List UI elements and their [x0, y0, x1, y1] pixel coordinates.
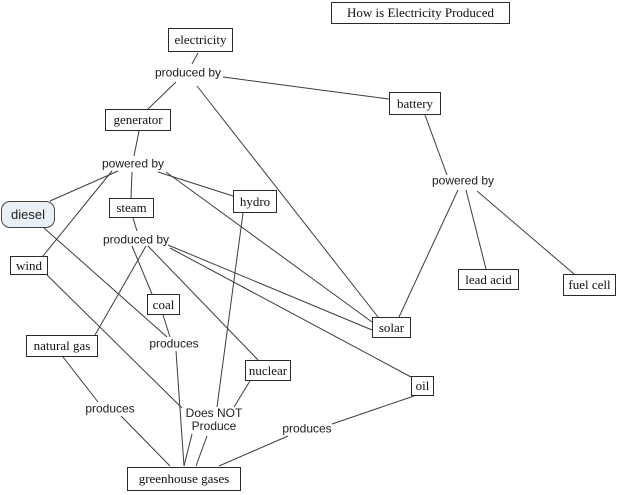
edge-hydro-to-does-not-produce	[217, 213, 243, 407]
node-hydro[interactable]: hydro	[233, 190, 277, 213]
node-generator[interactable]: generator	[105, 109, 171, 131]
node-lead-acid[interactable]: lead acid	[458, 269, 519, 290]
edge-nuclear-to-does-not-produce	[234, 381, 250, 407]
link-label-line: Does NOT	[185, 406, 243, 420]
edge-produces-coal-to-greenhouse-gases	[176, 351, 184, 466]
node-steam[interactable]: steam	[109, 198, 154, 218]
link-label-line: Produce	[191, 419, 237, 433]
edge-coal-to-produces-coal	[163, 315, 170, 337]
link-label-line: powered by	[101, 156, 165, 171]
link-label-produces-oil[interactable]	[282, 423, 331, 436]
node-wind[interactable]: wind	[10, 256, 48, 275]
link-label-powered-by-generator[interactable]	[102, 158, 164, 171]
link-label-does-not-produce[interactable]	[186, 407, 243, 433]
edge-produced-by-steam-to-natural-gas	[95, 246, 146, 335]
node-oil[interactable]: oil	[411, 376, 434, 396]
edge-produced-by-electricity-to-battery	[223, 77, 389, 99]
edge-powered-by-battery-to-fuel-cell	[477, 191, 574, 274]
edge-powered-by-generator-to-steam	[131, 172, 132, 198]
edge-natural-gas-to-produces-natural-gas	[63, 357, 98, 402]
link-label-produces-coal[interactable]	[149, 338, 198, 351]
link-label-line: produced by	[102, 232, 170, 247]
link-label-line: produced by	[154, 65, 222, 80]
map-title: How is Electricity Produced	[331, 2, 510, 24]
node-electricity[interactable]: electricity	[168, 28, 233, 52]
edge-battery-to-powered-by-battery	[425, 115, 447, 175]
edge-steam-to-produced-by-steam	[133, 218, 137, 231]
edge-electricity-to-produced-by-electricity	[192, 53, 198, 64]
link-label-produces-natural-gas[interactable]	[85, 403, 134, 416]
link-label-line: powered by	[431, 173, 495, 188]
node-greenhouse-gases[interactable]: greenhouse gases	[127, 467, 241, 491]
edge-does-not-produce-to-greenhouse-gases	[196, 436, 207, 466]
edge-oil-to-produces-oil	[332, 396, 414, 424]
node-diesel[interactable]: diesel	[1, 201, 55, 228]
node-nuclear[interactable]: nuclear	[245, 360, 291, 381]
node-natural-gas[interactable]: natural gas	[26, 335, 98, 357]
edge-does-not-produce-to-greenhouse-gases	[184, 434, 192, 466]
edge-generator-to-powered-by-generator	[134, 131, 139, 156]
edge-powered-by-generator-to-hydro	[158, 172, 233, 196]
edge-produced-by-electricity-to-solar	[197, 86, 378, 317]
node-coal[interactable]: coal	[147, 294, 180, 315]
edge-produces-natural-gas-to-greenhouse-gases	[121, 416, 170, 466]
node-battery[interactable]: battery	[389, 92, 441, 115]
link-label-powered-by-battery[interactable]	[432, 175, 494, 188]
link-label-produced-by-electricity[interactable]	[155, 67, 221, 80]
link-label-line: produces	[85, 401, 135, 416]
edge-produced-by-electricity-to-generator	[148, 82, 176, 109]
link-label-line: produces	[282, 421, 332, 436]
edge-produces-oil-to-greenhouse-gases	[219, 436, 288, 466]
link-label-produced-by-steam[interactable]	[103, 234, 169, 247]
node-fuel-cell[interactable]: fuel cell	[563, 274, 616, 296]
node-solar[interactable]: solar	[372, 317, 411, 338]
edge-produced-by-steam-to-solar	[168, 245, 372, 330]
edge-powered-by-battery-to-solar	[399, 190, 458, 317]
link-label-line: produces	[149, 336, 199, 351]
edge-powered-by-battery-to-lead-acid	[466, 190, 486, 269]
